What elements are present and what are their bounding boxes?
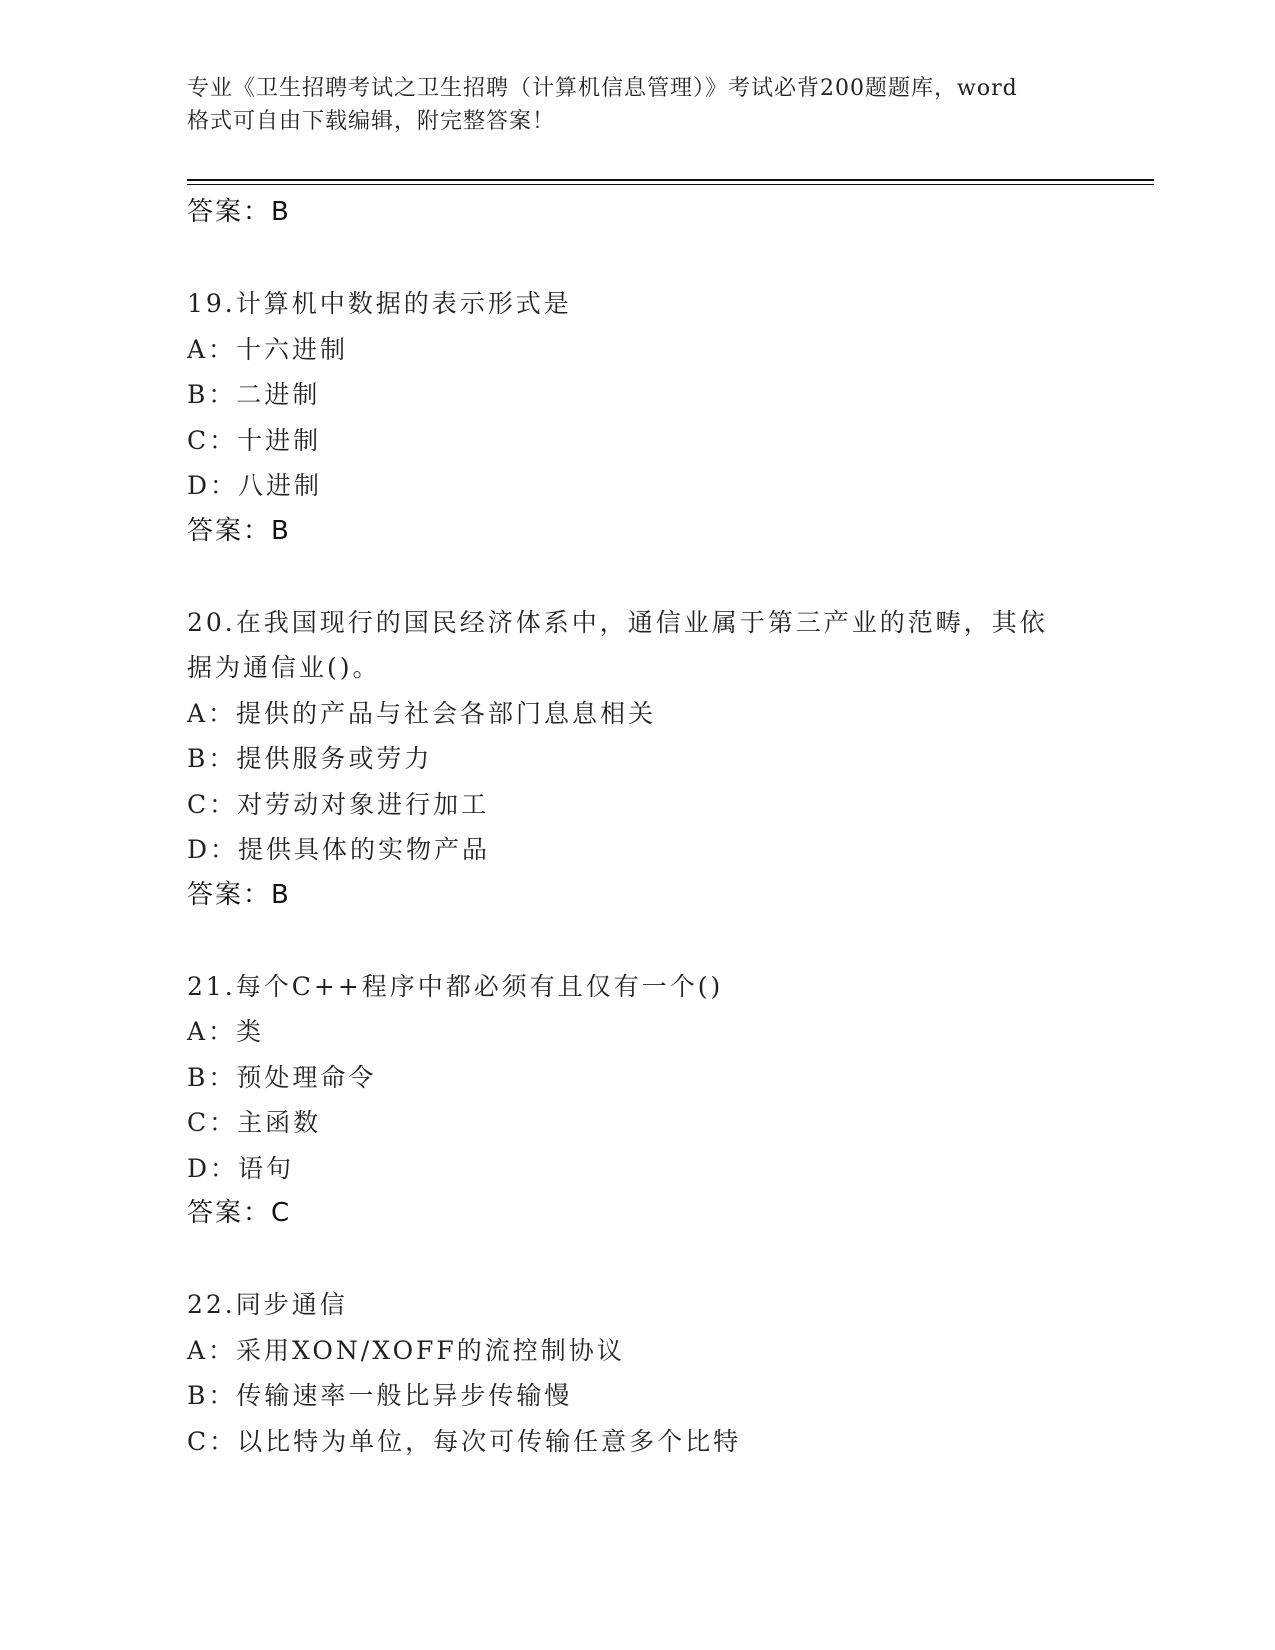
option-b: B：预处理命令 [187, 1062, 377, 1092]
header-rule-thin [187, 184, 1154, 185]
option-c: C：十进制 [187, 425, 322, 455]
question-block [187, 281, 1087, 554]
header-line-1: 专业《卫生招聘考试之卫生招聘（计算机信息管理）》考试必背200题题库，word [187, 76, 1018, 101]
answer-line: 答案：B [187, 197, 291, 227]
question-stem: 21.每个C++程序中都必须有且仅有一个() [187, 971, 724, 1001]
spacer [187, 236, 1087, 282]
option-b: B：传输速率一般比异步传输慢 [187, 1381, 573, 1410]
document-header [187, 72, 1087, 138]
option-a: A：提供的产品与社会各部门息息相关 [187, 698, 657, 728]
option-b: B：二进制 [187, 380, 321, 409]
option-c: C：主函数 [187, 1108, 322, 1137]
option-b: B：提供服务或劳力 [187, 744, 433, 773]
spacer [187, 1237, 1087, 1283]
option-d: D：语句 [187, 1153, 295, 1183]
option-a: A：采用XON/XOFF的流控制协议 [187, 1335, 625, 1365]
spacer [187, 918, 1087, 964]
header-rule-thick [187, 179, 1154, 181]
option-c: C：以比特为单位，每次可传输任意多个比特 [187, 1426, 742, 1456]
option-a: A：类 [187, 1017, 265, 1046]
question-stem: 19.计算机中数据的表示形式是 [187, 289, 572, 318]
answer-line: 答案：B [187, 515, 291, 546]
question-stem: 22.同步通信 [187, 1290, 348, 1319]
header-line-2: 格式可自由下载编辑，附完整答案！ [187, 109, 556, 134]
spacer [187, 554, 1087, 600]
option-a: A：十六进制 [187, 334, 349, 364]
question-block [187, 600, 1087, 919]
answer-line: 答案：B [187, 879, 291, 910]
question-block [187, 964, 1087, 1237]
option-d: D：八进制 [187, 471, 323, 500]
question-list [187, 190, 1087, 1464]
option-d: D：提供具体的实物产品 [187, 835, 491, 864]
option-c: C：对劳动对象进行加工 [187, 789, 490, 819]
answer-line: 答案：C [187, 1198, 292, 1228]
question-block [187, 1282, 1087, 1464]
question-stem-continued: 据为通信业()。 [187, 653, 381, 682]
question-stem: 20.在我国现行的国民经济体系中，通信业属于第三产业的范畴，其依 [187, 607, 1048, 637]
